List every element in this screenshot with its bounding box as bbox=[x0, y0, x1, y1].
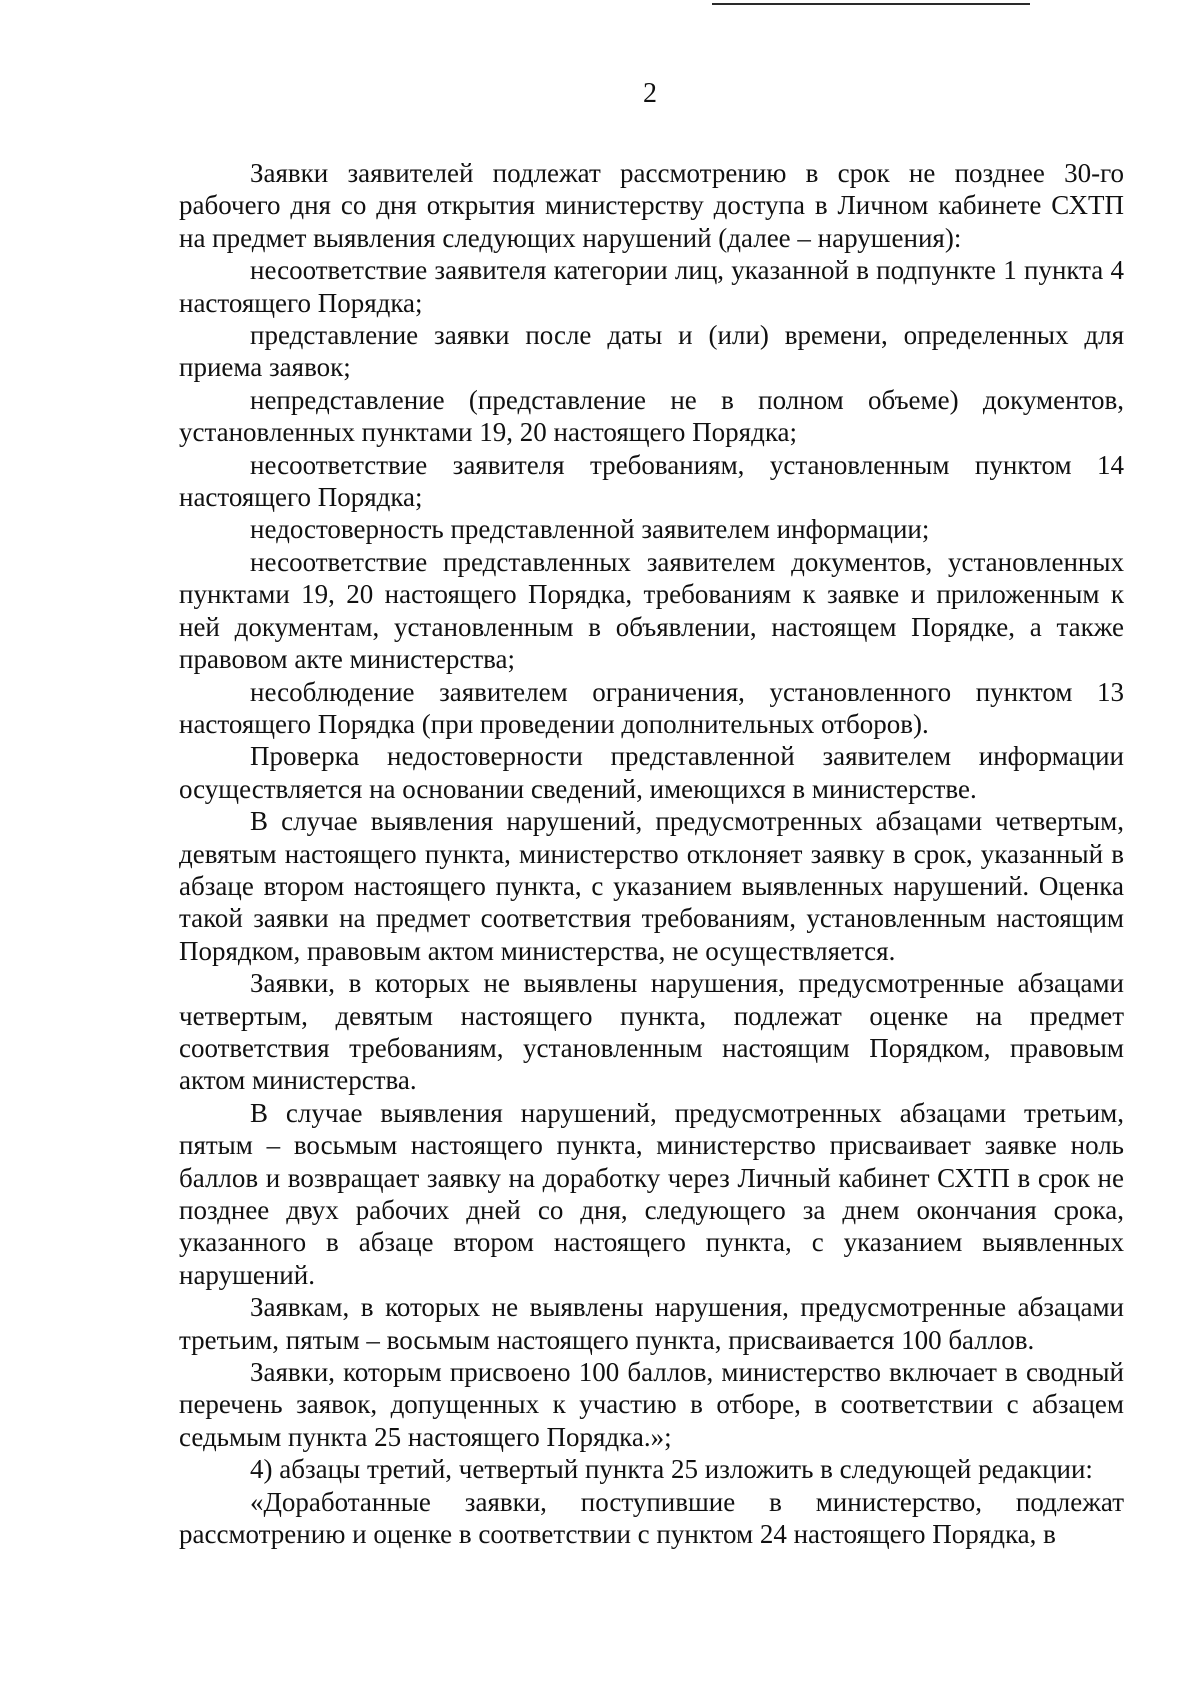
paragraph: несоответствие представленных заявителем документов, установленных пунктами 19, 20 настоящего Порядка, требованиям к заявке и приложенным к ней документам, установленным в объявлении, настоящем Порядке, а также правовом акте министерства; bbox=[179, 546, 1124, 675]
paragraph: несоблюдение заявителем ограничения, установленного пунктом 13 настоящего Порядка (при проведении дополнительных отборов). bbox=[179, 676, 1124, 739]
paragraph: В случае выявления нарушений, предусмотренных абзацами третьим, пятым – восьмым настоящего пункта, министерство присваивает заявке ноль баллов и возвращает заявку на доработку через Личный кабинет СХТП в срок не позднее двух рабочих дней со дня, следующего за днем окончания срока, указанного в абзаце втором настоящего пункта, с указанием выявленных нарушений. bbox=[179, 1097, 1124, 1290]
paragraph: «Доработанные заявки, поступившие в министерство, подлежат рассмотрению и оценке в соответствии с пунктом 24 настоящего Порядка, в bbox=[179, 1486, 1124, 1550]
paragraph: несоответствие заявителя требованиям, установленным пунктом 14 настоящего Порядка; bbox=[179, 449, 1124, 513]
paragraph: несоответствие заявителя категории лиц, указанной в подпункте 1 пункта 4 настоящего Порядка; bbox=[179, 255, 1124, 318]
paragraph: Проверка недостоверности представленной заявителем информации осуществляется на основании сведений, имеющихся в министерстве. bbox=[179, 741, 1124, 804]
paragraph: Заявки, в которых не выявлены нарушения, предусмотренные абзацами четвертым, девятым настоящего пункта, подлежат оценке на предмет соответствия требованиям, установленным настоящим Порядком, правовым актом министерства. bbox=[179, 968, 1124, 1096]
paragraph: непредставление (представление не в полном объеме) документов, установленных пунктами 19, 20 настоящего Порядка; bbox=[179, 384, 1124, 448]
paragraph: Заявки заявителей подлежат рассмотрению в срок не позднее 30-го рабочего дня со дня открытия министерству доступа в Личном кабинете СХТП на предмет выявления следующих нарушений (далее – нарушения): bbox=[179, 158, 1124, 253]
paragraph: Заявки, которым присвоено 100 баллов, министерство включает в сводный перечень заявок, допущенных к участию в отборе, в соответствии с абзацем седьмым пункта 25 настоящего Порядка.»; bbox=[179, 1357, 1124, 1452]
page-number: 2 bbox=[643, 78, 657, 109]
paragraph: 4) абзацы третий, четвертый пункта 25 изложить в следующей редакции: bbox=[250, 1454, 1093, 1485]
paragraph: В случае выявления нарушений, предусмотренных абзацами четвертым, девятым настоящего пункта, министерство отклоняет заявку в срок, указанный в абзаце втором настоящего пункта, с указанием выявленных нарушений. Оценка такой заявки на предмет соответствия требованиям, установленным настоящим Порядком, правовым актом министерства, не осуществляется. bbox=[179, 806, 1124, 966]
paragraph: представление заявки после даты и (или) времени, определенных для приема заявок; bbox=[179, 320, 1124, 383]
top-border-line bbox=[712, 3, 1030, 5]
document-body bbox=[179, 157, 1124, 1550]
paragraph: Заявкам, в которых не выявлены нарушения, предусмотренные абзацами третьим, пятым – восьмым настоящего пункта, присваивается 100 баллов. bbox=[179, 1292, 1124, 1355]
paragraph: недостоверность представленной заявителем информации; bbox=[250, 514, 930, 545]
